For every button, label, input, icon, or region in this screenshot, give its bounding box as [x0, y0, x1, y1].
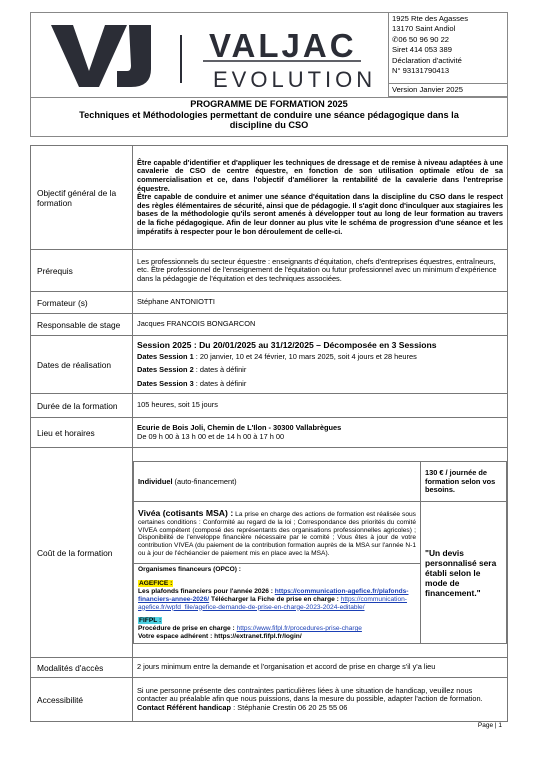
session2-text: : dates à définir: [193, 365, 247, 375]
declaration-number: N° 93131790413: [392, 66, 450, 76]
company-address: [388, 12, 508, 97]
address-line1: 1925 Rte des Agasses: [392, 14, 468, 23]
session1-label: Dates Session 1: [137, 351, 194, 361]
title-line1: PROGRAMME DE FORMATION 2025: [190, 99, 348, 109]
label-dates: Dates de réalisation: [31, 336, 133, 394]
version: Version Janvier 2025: [389, 83, 507, 96]
dates-head: Session 2025 : Du 20/01/2025 au 31/12/2025 – Décomposée en 3 Sessions: [137, 340, 437, 351]
row-modalites: [31, 658, 508, 678]
indiv-price: 130 € / journée de formation selon vos besoins.: [421, 462, 507, 502]
responsable-text: Jacques FRANCOIS BONGARCON: [133, 314, 508, 336]
session3-text: : dates à définir: [193, 379, 247, 389]
indiv-label: Individuel: [138, 476, 173, 486]
label-duree: Durée de la formation: [31, 394, 133, 418]
title-line2: Techniques et Méthodologies permettant de conduire une séance pédagogique dans la: [79, 109, 459, 120]
svg-text:VALJAC: VALJAC: [209, 27, 357, 64]
siret: Siret 414 053 389: [392, 45, 452, 55]
label-accessibilite: Accessibilité: [31, 678, 133, 722]
valjac-logo: [31, 13, 389, 98]
vivea-title: Vivéa (cotisants MSA) :: [138, 507, 234, 518]
fifpl-label: FIFPL :: [139, 617, 162, 625]
agefice-link-fiche[interactable]: https://communication-agefice.fr/wpfd_file/agefice-demande-de-prise-en-charge-2023-2024-editable/: [138, 595, 408, 611]
agefice-plafonds: Les plafonds financiers pour l'année 2026 :: [138, 587, 275, 595]
fifpl-link-procedure[interactable]: https://www.fifpl.fr/procedures-prise-charge: [236, 625, 362, 633]
address-line2: 13170 Saint Andiol: [392, 24, 456, 34]
svg-text:EVOLUTION: EVOLUTION: [213, 67, 377, 92]
vivea-text: La prise en charge des actions de formation est réalisée sous certaines conditions : Conformité au regard de la loi ; Correspondance des priorités du comité VIVEA compétent (composé des représentants des organisations professionnelles agricoles) ; Disponibilité de l'enveloppe financière nécessaire par le comité ; Vous êtes à jour de votre contribution VIVEA (du paiement de la contribution formation auprès de la MSA sur l'année N-1 ou à jour de l'échéancier de paiement mis en place avec la MSA).: [138, 510, 416, 557]
program-table: [30, 145, 508, 722]
opco-title: Organismes financeurs (OPCO) :: [138, 566, 241, 574]
row-cout: [31, 448, 508, 658]
declaration: Déclaration d'activité: [392, 55, 462, 65]
modalites-text: 2 jours minimum entre la demande et l'organisation et accord de prise en charge s'il y'a lieu: [133, 658, 508, 678]
row-lieu: [31, 418, 508, 448]
fifpl-espace: Votre espace adhérent : https://extranet.fifpl.fr/login/: [138, 632, 302, 640]
logo-area: [30, 12, 389, 98]
label-lieu: Lieu et horaires: [31, 418, 133, 448]
devis-note: "Un devis personnalisé sera établi selon le mode de financement.": [421, 502, 507, 643]
label-formateur: Formateur (s): [31, 292, 133, 314]
duree-text: 105 heures, soit 15 jours: [133, 394, 508, 418]
lieu-line2: De 09 h 00 à 13 h 00 et de 14 h 00 à 17 h 00: [137, 431, 285, 441]
agefice-link-plafonds[interactable]: https://communication-agefice.fr/plafonds-financiers-annee-2026/: [138, 587, 409, 603]
objectif-p2: Être capable de conduire et animer une séance d'équitation dans la discipline du CSO dans le respect des règles élémentaires de sécurité, ainsi que de pédagogie. Il s'agit donc d'inculquer aux stagiaires les bases de la méthodologie qu'ils seront amenés à développer tout au long de leur formation au travers de la fiche pédagogique. Afin de leur donner au plus vite le schéma de progression d'une séance et les impératifs à respecter pour le bon déroulement de celle-ci.: [137, 192, 503, 236]
cout-inner-table: [133, 461, 507, 643]
contact-label: Contact Référent handicap: [137, 702, 232, 712]
fifpl-procedure: Procédure de prise en charge :: [138, 625, 237, 633]
label-cout: Coût de la formation: [31, 448, 133, 658]
lieu-line1: Ecurie de Bois Joli, Chemin de L'Ilon - 30300 Vallabrègues: [137, 422, 342, 432]
row-accessibilite: [31, 678, 508, 722]
formateur-text: Stéphane ANTONIOTTI: [133, 292, 508, 314]
contact-text: : Stéphanie Crestin 06 20 25 55 06: [231, 702, 348, 712]
row-formateur: [31, 292, 508, 314]
row-objectif: [31, 146, 508, 250]
session3-label: Dates Session 3: [137, 379, 194, 389]
agefice-fiche: Télécharger la Fiche de prise en charge :: [209, 595, 341, 603]
agefice-label: AGEFICE :: [139, 580, 173, 588]
session2-label: Dates Session 2: [137, 365, 194, 375]
indiv-rest: (auto-financement): [172, 476, 237, 486]
row-responsable: [31, 314, 508, 336]
row-dates: [31, 336, 508, 394]
objectif-p1: Être capable d'identifier et d'appliquer les techniques de dressage et de remise à niveau adaptées à une cavalerie de CSO de centre équestre, en fonction de son utilisation optimale et/ou de sa commercialisation et ce, dans l'objectif d'améliorer la rentabilité de la cavalerie dans l'entreprise équestre.: [137, 157, 503, 193]
prerequis-text: Les professionnels du secteur équestre : enseignants d'équitation, chefs d'entreprises équestres, entraîneurs, etc. Être professionnel de l'enseignement de l'équitation ou futur professionnel avec un minimum d'expérience dans la pédagogie de l'équitation et des techniques associées.: [133, 250, 508, 292]
title-line3: discipline du CSO: [229, 120, 309, 130]
row-prerequis: [31, 250, 508, 292]
label-objectif: Objectif général de la formation: [31, 146, 133, 250]
page-title: [30, 97, 508, 137]
session1-text: : 20 janvier, 10 et 24 février, 10 mars 2025, soit 4 jours et 28 heures: [193, 351, 417, 361]
row-duree: [31, 394, 508, 418]
phone: ✆06 50 96 90 22: [392, 34, 450, 44]
label-prerequis: Prérequis: [31, 250, 133, 292]
page-number: Page | 1: [477, 722, 502, 729]
label-responsable: Responsable de stage: [31, 314, 133, 336]
accessibilite-text: Si une personne présente des contraintes particulières liées à une situation de handicap, veuillez nous contacter au préalable afin que nous puissions, dans la mesure du possible, adapter l'action de formation.: [137, 685, 483, 704]
label-modalites: Modalités d'accès: [31, 658, 133, 678]
